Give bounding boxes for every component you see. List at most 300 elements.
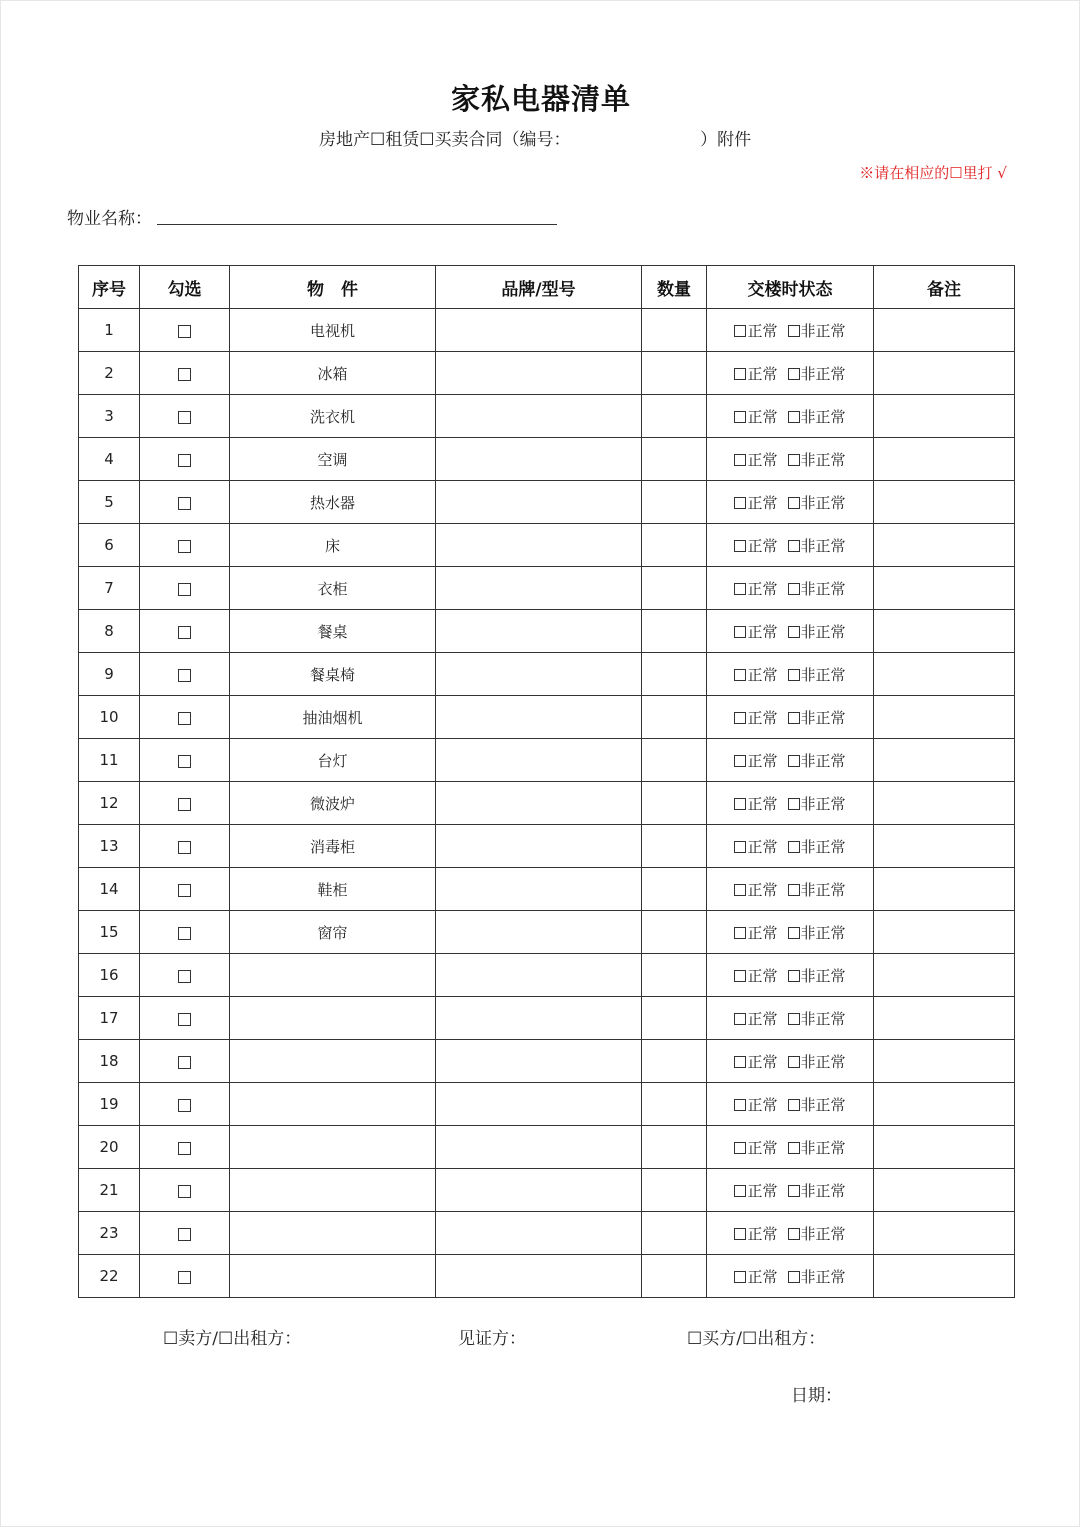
status-abnormal-checkbox[interactable] bbox=[788, 927, 800, 939]
row-number: 13 bbox=[79, 825, 140, 868]
status-abnormal-label: 非正常 bbox=[800, 665, 846, 684]
brand-model-cell[interactable] bbox=[436, 825, 642, 868]
status-normal-label: 正常 bbox=[747, 1009, 778, 1028]
select-cell bbox=[140, 868, 230, 911]
remarks-cell[interactable] bbox=[874, 954, 1015, 997]
brand-model-cell[interactable] bbox=[436, 653, 642, 696]
quantity-cell[interactable] bbox=[642, 911, 707, 954]
header-quantity: 数量 bbox=[642, 266, 707, 309]
brand-model-cell[interactable] bbox=[436, 911, 642, 954]
brand-model-cell[interactable] bbox=[436, 524, 642, 567]
status-abnormal-checkbox[interactable] bbox=[788, 325, 800, 337]
status-abnormal-label: 非正常 bbox=[800, 407, 846, 426]
status-abnormal-checkbox[interactable] bbox=[788, 755, 800, 767]
header-brand-model: 品牌/型号 bbox=[436, 266, 642, 309]
select-cell bbox=[140, 825, 230, 868]
item-name: 空调 bbox=[230, 438, 436, 481]
select-checkbox[interactable] bbox=[178, 1271, 191, 1284]
status-normal-checkbox[interactable] bbox=[734, 368, 746, 380]
select-cell bbox=[140, 524, 230, 567]
header-handover-status: 交楼时状态 bbox=[707, 266, 874, 309]
select-cell bbox=[140, 1212, 230, 1255]
status-abnormal-checkbox[interactable] bbox=[788, 669, 800, 681]
row-number: 14 bbox=[79, 868, 140, 911]
quantity-cell[interactable] bbox=[642, 653, 707, 696]
status-cell bbox=[707, 524, 874, 567]
brand-model-cell[interactable] bbox=[436, 782, 642, 825]
status-normal-label: 正常 bbox=[747, 880, 778, 899]
select-checkbox[interactable] bbox=[178, 669, 191, 682]
select-checkbox[interactable] bbox=[178, 583, 191, 596]
status-cell bbox=[707, 1126, 874, 1169]
select-checkbox[interactable] bbox=[178, 626, 191, 639]
select-cell bbox=[140, 1126, 230, 1169]
status-normal-checkbox[interactable] bbox=[734, 1056, 746, 1068]
remarks-cell[interactable] bbox=[874, 524, 1015, 567]
select-checkbox[interactable] bbox=[178, 1056, 191, 1069]
quantity-cell[interactable] bbox=[642, 610, 707, 653]
quantity-cell[interactable] bbox=[642, 395, 707, 438]
witness-signature-label: 见证方： bbox=[458, 1329, 526, 1349]
row-number: 20 bbox=[79, 1126, 140, 1169]
select-cell bbox=[140, 481, 230, 524]
item-name: 餐桌椅 bbox=[230, 653, 436, 696]
quantity-cell[interactable] bbox=[642, 997, 707, 1040]
status-abnormal-label: 非正常 bbox=[800, 493, 846, 512]
status-cell bbox=[707, 868, 874, 911]
quantity-cell[interactable] bbox=[642, 309, 707, 352]
remarks-cell[interactable] bbox=[874, 1126, 1015, 1169]
status-normal-checkbox[interactable] bbox=[734, 927, 746, 939]
status-normal-label: 正常 bbox=[747, 923, 778, 942]
remarks-cell[interactable] bbox=[874, 309, 1015, 352]
status-normal-checkbox[interactable] bbox=[734, 497, 746, 509]
status-cell bbox=[707, 1169, 874, 1212]
status-cell bbox=[707, 395, 874, 438]
status-cell bbox=[707, 481, 874, 524]
select-cell bbox=[140, 309, 230, 352]
table-row bbox=[79, 782, 1015, 825]
status-normal-checkbox[interactable] bbox=[734, 1013, 746, 1025]
status-abnormal-label: 非正常 bbox=[800, 1052, 846, 1071]
status-normal-label: 正常 bbox=[747, 579, 778, 598]
status-abnormal-label: 非正常 bbox=[800, 1138, 846, 1157]
remarks-cell[interactable] bbox=[874, 653, 1015, 696]
row-number: 12 bbox=[79, 782, 140, 825]
brand-model-cell[interactable] bbox=[436, 1083, 642, 1126]
row-number: 18 bbox=[79, 1040, 140, 1083]
select-cell bbox=[140, 352, 230, 395]
brand-model-cell[interactable] bbox=[436, 997, 642, 1040]
brand-model-cell[interactable] bbox=[436, 352, 642, 395]
status-abnormal-checkbox[interactable] bbox=[788, 1185, 800, 1197]
remarks-cell[interactable] bbox=[874, 997, 1015, 1040]
status-normal-checkbox[interactable] bbox=[734, 970, 746, 982]
table-row bbox=[79, 825, 1015, 868]
select-cell bbox=[140, 954, 230, 997]
status-normal-checkbox[interactable] bbox=[734, 1142, 746, 1154]
select-cell bbox=[140, 696, 230, 739]
item-name: 餐桌 bbox=[230, 610, 436, 653]
table-row bbox=[79, 352, 1015, 395]
status-abnormal-checkbox[interactable] bbox=[788, 411, 800, 423]
status-normal-checkbox[interactable] bbox=[734, 583, 746, 595]
status-abnormal-label: 非正常 bbox=[800, 321, 846, 340]
status-normal-checkbox[interactable] bbox=[734, 1271, 746, 1283]
select-cell bbox=[140, 1255, 230, 1298]
status-abnormal-label: 非正常 bbox=[800, 966, 846, 985]
remarks-cell[interactable] bbox=[874, 1212, 1015, 1255]
status-normal-label: 正常 bbox=[747, 966, 778, 985]
row-number: 11 bbox=[79, 739, 140, 782]
header-number: 序号 bbox=[79, 266, 140, 309]
select-checkbox[interactable] bbox=[178, 712, 191, 725]
item-name: 鞋柜 bbox=[230, 868, 436, 911]
brand-model-cell[interactable] bbox=[436, 868, 642, 911]
status-normal-label: 正常 bbox=[747, 450, 778, 469]
status-abnormal-checkbox[interactable] bbox=[788, 884, 800, 896]
status-normal-checkbox[interactable] bbox=[734, 798, 746, 810]
quantity-cell[interactable] bbox=[642, 825, 707, 868]
status-abnormal-checkbox[interactable] bbox=[788, 712, 800, 724]
status-abnormal-checkbox[interactable] bbox=[788, 540, 800, 552]
item-name bbox=[230, 1126, 436, 1169]
status-abnormal-checkbox[interactable] bbox=[788, 1099, 800, 1111]
quantity-cell[interactable] bbox=[642, 1255, 707, 1298]
item-name bbox=[230, 954, 436, 997]
brand-model-cell[interactable] bbox=[436, 1212, 642, 1255]
table-row bbox=[79, 567, 1015, 610]
header-item: 物 件 bbox=[230, 266, 436, 309]
status-abnormal-checkbox[interactable] bbox=[788, 970, 800, 982]
quantity-cell[interactable] bbox=[642, 1126, 707, 1169]
status-normal-checkbox[interactable] bbox=[734, 669, 746, 681]
status-abnormal-checkbox[interactable] bbox=[788, 454, 800, 466]
remarks-cell[interactable] bbox=[874, 481, 1015, 524]
header-remarks: 备注 bbox=[874, 266, 1015, 309]
select-checkbox[interactable] bbox=[178, 884, 191, 897]
row-number: 2 bbox=[79, 352, 140, 395]
table-row bbox=[79, 309, 1015, 352]
item-name: 电视机 bbox=[230, 309, 436, 352]
row-number: 6 bbox=[79, 524, 140, 567]
status-normal-label: 正常 bbox=[747, 708, 778, 727]
property-name-field[interactable] bbox=[157, 224, 557, 225]
table-row bbox=[79, 1126, 1015, 1169]
status-cell bbox=[707, 653, 874, 696]
remarks-cell[interactable] bbox=[874, 395, 1015, 438]
select-checkbox[interactable] bbox=[178, 540, 191, 553]
select-checkbox[interactable] bbox=[178, 497, 191, 510]
status-normal-checkbox[interactable] bbox=[734, 1228, 746, 1240]
item-name bbox=[230, 1169, 436, 1212]
status-normal-label: 正常 bbox=[747, 1224, 778, 1243]
status-normal-label: 正常 bbox=[747, 407, 778, 426]
status-cell bbox=[707, 1083, 874, 1126]
remarks-cell[interactable] bbox=[874, 1040, 1015, 1083]
brand-model-cell[interactable] bbox=[436, 1255, 642, 1298]
status-abnormal-label: 非正常 bbox=[800, 794, 846, 813]
status-abnormal-label: 非正常 bbox=[800, 708, 846, 727]
status-abnormal-checkbox[interactable] bbox=[788, 798, 800, 810]
status-cell bbox=[707, 825, 874, 868]
remarks-cell[interactable] bbox=[874, 610, 1015, 653]
brand-model-cell[interactable] bbox=[436, 309, 642, 352]
status-normal-label: 正常 bbox=[747, 751, 778, 770]
status-normal-label: 正常 bbox=[747, 665, 778, 684]
item-name: 消毒柜 bbox=[230, 825, 436, 868]
select-cell bbox=[140, 395, 230, 438]
item-name bbox=[230, 1083, 436, 1126]
table-row bbox=[79, 481, 1015, 524]
select-checkbox[interactable] bbox=[178, 454, 191, 467]
status-abnormal-checkbox[interactable] bbox=[788, 1142, 800, 1154]
remarks-cell[interactable] bbox=[874, 1255, 1015, 1298]
status-normal-label: 正常 bbox=[747, 1052, 778, 1071]
select-cell bbox=[140, 911, 230, 954]
status-abnormal-checkbox[interactable] bbox=[788, 1013, 800, 1025]
table-row bbox=[79, 395, 1015, 438]
status-abnormal-label: 非正常 bbox=[800, 1095, 846, 1114]
quantity-cell[interactable] bbox=[642, 567, 707, 610]
item-name bbox=[230, 1040, 436, 1083]
quantity-cell[interactable] bbox=[642, 524, 707, 567]
brand-model-cell[interactable] bbox=[436, 481, 642, 524]
select-cell bbox=[140, 438, 230, 481]
table-row bbox=[79, 1212, 1015, 1255]
table-row bbox=[79, 438, 1015, 481]
select-checkbox[interactable] bbox=[178, 755, 191, 768]
remarks-cell[interactable] bbox=[874, 696, 1015, 739]
row-number: 8 bbox=[79, 610, 140, 653]
quantity-cell[interactable] bbox=[642, 352, 707, 395]
status-cell bbox=[707, 1040, 874, 1083]
quantity-cell[interactable] bbox=[642, 696, 707, 739]
quantity-cell[interactable] bbox=[642, 1083, 707, 1126]
status-abnormal-label: 非正常 bbox=[800, 1009, 846, 1028]
table-row bbox=[79, 696, 1015, 739]
quantity-cell[interactable] bbox=[642, 954, 707, 997]
property-name-label: 物业名称： bbox=[67, 209, 152, 229]
status-normal-label: 正常 bbox=[747, 1267, 778, 1286]
remarks-cell[interactable] bbox=[874, 567, 1015, 610]
select-cell bbox=[140, 1169, 230, 1212]
brand-model-cell[interactable] bbox=[436, 739, 642, 782]
quantity-cell[interactable] bbox=[642, 782, 707, 825]
select-cell bbox=[140, 782, 230, 825]
status-abnormal-checkbox[interactable] bbox=[788, 368, 800, 380]
status-abnormal-label: 非正常 bbox=[800, 1224, 846, 1243]
select-checkbox[interactable] bbox=[178, 1228, 191, 1241]
row-number: 19 bbox=[79, 1083, 140, 1126]
remarks-cell[interactable] bbox=[874, 782, 1015, 825]
status-abnormal-label: 非正常 bbox=[800, 536, 846, 555]
status-abnormal-checkbox[interactable] bbox=[788, 1271, 800, 1283]
status-abnormal-label: 非正常 bbox=[800, 364, 846, 383]
quantity-cell[interactable] bbox=[642, 1040, 707, 1083]
row-number: 3 bbox=[79, 395, 140, 438]
row-number: 5 bbox=[79, 481, 140, 524]
table-row bbox=[79, 524, 1015, 567]
select-cell bbox=[140, 1040, 230, 1083]
item-name: 衣柜 bbox=[230, 567, 436, 610]
status-abnormal-label: 非正常 bbox=[800, 751, 846, 770]
status-normal-checkbox[interactable] bbox=[734, 1185, 746, 1197]
table-row bbox=[79, 868, 1015, 911]
row-number: 1 bbox=[79, 309, 140, 352]
status-cell bbox=[707, 352, 874, 395]
status-abnormal-checkbox[interactable] bbox=[788, 626, 800, 638]
remarks-cell[interactable] bbox=[874, 1083, 1015, 1126]
row-number: 16 bbox=[79, 954, 140, 997]
status-abnormal-checkbox[interactable] bbox=[788, 583, 800, 595]
header-select: 勾选 bbox=[140, 266, 230, 309]
seller-signature-label: ☐卖方/☐出租方： bbox=[163, 1329, 302, 1349]
row-number: 7 bbox=[79, 567, 140, 610]
inventory-table bbox=[78, 265, 1015, 1298]
quantity-cell[interactable] bbox=[642, 1212, 707, 1255]
table-row bbox=[79, 997, 1015, 1040]
status-cell bbox=[707, 1255, 874, 1298]
item-name: 台灯 bbox=[230, 739, 436, 782]
status-cell bbox=[707, 954, 874, 997]
select-cell bbox=[140, 1083, 230, 1126]
select-cell bbox=[140, 739, 230, 782]
table-row bbox=[79, 911, 1015, 954]
date-label: 日期： bbox=[791, 1386, 842, 1406]
status-normal-checkbox[interactable] bbox=[734, 325, 746, 337]
item-name bbox=[230, 1255, 436, 1298]
status-normal-checkbox[interactable] bbox=[734, 841, 746, 853]
table-row bbox=[79, 610, 1015, 653]
status-normal-label: 正常 bbox=[747, 1138, 778, 1157]
brand-model-cell[interactable] bbox=[436, 1126, 642, 1169]
item-name: 窗帘 bbox=[230, 911, 436, 954]
select-checkbox[interactable] bbox=[178, 927, 191, 940]
status-abnormal-checkbox[interactable] bbox=[788, 1228, 800, 1240]
quantity-cell[interactable] bbox=[642, 1169, 707, 1212]
status-normal-checkbox[interactable] bbox=[734, 454, 746, 466]
brand-model-cell[interactable] bbox=[436, 395, 642, 438]
row-number: 15 bbox=[79, 911, 140, 954]
select-checkbox[interactable] bbox=[178, 841, 191, 854]
select-cell bbox=[140, 567, 230, 610]
status-abnormal-label: 非正常 bbox=[800, 622, 846, 641]
table-row bbox=[79, 1255, 1015, 1298]
status-normal-label: 正常 bbox=[747, 493, 778, 512]
contract-subtitle: 房地产☐租赁☐买卖合同（编号： ）附件 bbox=[319, 130, 752, 150]
status-abnormal-label: 非正常 bbox=[800, 923, 846, 942]
row-number: 17 bbox=[79, 997, 140, 1040]
status-cell bbox=[707, 997, 874, 1040]
select-checkbox[interactable] bbox=[178, 325, 191, 338]
brand-model-cell[interactable] bbox=[436, 696, 642, 739]
quantity-cell[interactable] bbox=[642, 481, 707, 524]
status-cell bbox=[707, 739, 874, 782]
status-abnormal-label: 非正常 bbox=[800, 1181, 846, 1200]
status-normal-label: 正常 bbox=[747, 364, 778, 383]
status-abnormal-label: 非正常 bbox=[800, 450, 846, 469]
status-abnormal-checkbox[interactable] bbox=[788, 497, 800, 509]
table-row bbox=[79, 1169, 1015, 1212]
select-cell bbox=[140, 653, 230, 696]
select-checkbox[interactable] bbox=[178, 1142, 191, 1155]
remarks-cell[interactable] bbox=[874, 911, 1015, 954]
status-normal-checkbox[interactable] bbox=[734, 540, 746, 552]
status-cell bbox=[707, 911, 874, 954]
select-checkbox[interactable] bbox=[178, 411, 191, 424]
status-cell bbox=[707, 438, 874, 481]
status-normal-checkbox[interactable] bbox=[734, 712, 746, 724]
status-abnormal-checkbox[interactable] bbox=[788, 1056, 800, 1068]
status-cell bbox=[707, 309, 874, 352]
select-checkbox[interactable] bbox=[178, 798, 191, 811]
item-name: 热水器 bbox=[230, 481, 436, 524]
select-checkbox[interactable] bbox=[178, 1185, 191, 1198]
select-checkbox[interactable] bbox=[178, 1099, 191, 1112]
remarks-cell[interactable] bbox=[874, 739, 1015, 782]
row-number: 10 bbox=[79, 696, 140, 739]
table-row bbox=[79, 954, 1015, 997]
table-header-row bbox=[79, 266, 1015, 309]
remarks-cell[interactable] bbox=[874, 868, 1015, 911]
status-normal-label: 正常 bbox=[747, 1181, 778, 1200]
table-row bbox=[79, 653, 1015, 696]
item-name bbox=[230, 997, 436, 1040]
item-name: 床 bbox=[230, 524, 436, 567]
remarks-cell[interactable] bbox=[874, 438, 1015, 481]
status-normal-checkbox[interactable] bbox=[734, 1099, 746, 1111]
table-row bbox=[79, 1040, 1015, 1083]
brand-model-cell[interactable] bbox=[436, 1169, 642, 1212]
status-normal-checkbox[interactable] bbox=[734, 411, 746, 423]
status-cell bbox=[707, 1212, 874, 1255]
remarks-cell[interactable] bbox=[874, 352, 1015, 395]
status-normal-checkbox[interactable] bbox=[734, 884, 746, 896]
item-name: 冰箱 bbox=[230, 352, 436, 395]
status-abnormal-label: 非正常 bbox=[800, 1267, 846, 1286]
instruction-hint: ※请在相应的☐里打 √ bbox=[859, 164, 1007, 182]
status-cell bbox=[707, 782, 874, 825]
brand-model-cell[interactable] bbox=[436, 567, 642, 610]
remarks-cell[interactable] bbox=[874, 825, 1015, 868]
brand-model-cell[interactable] bbox=[436, 1040, 642, 1083]
brand-model-cell[interactable] bbox=[436, 610, 642, 653]
row-number: 21 bbox=[79, 1169, 140, 1212]
status-normal-checkbox[interactable] bbox=[734, 626, 746, 638]
item-name: 洗衣机 bbox=[230, 395, 436, 438]
select-checkbox[interactable] bbox=[178, 1013, 191, 1026]
quantity-cell[interactable] bbox=[642, 868, 707, 911]
brand-model-cell[interactable] bbox=[436, 954, 642, 997]
item-name: 抽油烟机 bbox=[230, 696, 436, 739]
status-normal-checkbox[interactable] bbox=[734, 755, 746, 767]
status-normal-label: 正常 bbox=[747, 536, 778, 555]
status-abnormal-label: 非正常 bbox=[800, 579, 846, 598]
buyer-signature-label: ☐买方/☐出租方： bbox=[687, 1329, 826, 1349]
page-title: 家私电器清单 bbox=[450, 82, 631, 116]
status-cell bbox=[707, 567, 874, 610]
row-number: 23 bbox=[79, 1212, 140, 1255]
status-normal-label: 正常 bbox=[747, 837, 778, 856]
select-checkbox[interactable] bbox=[178, 970, 191, 983]
quantity-cell[interactable] bbox=[642, 438, 707, 481]
status-abnormal-checkbox[interactable] bbox=[788, 841, 800, 853]
remarks-cell[interactable] bbox=[874, 1169, 1015, 1212]
brand-model-cell[interactable] bbox=[436, 438, 642, 481]
select-checkbox[interactable] bbox=[178, 368, 191, 381]
quantity-cell[interactable] bbox=[642, 739, 707, 782]
